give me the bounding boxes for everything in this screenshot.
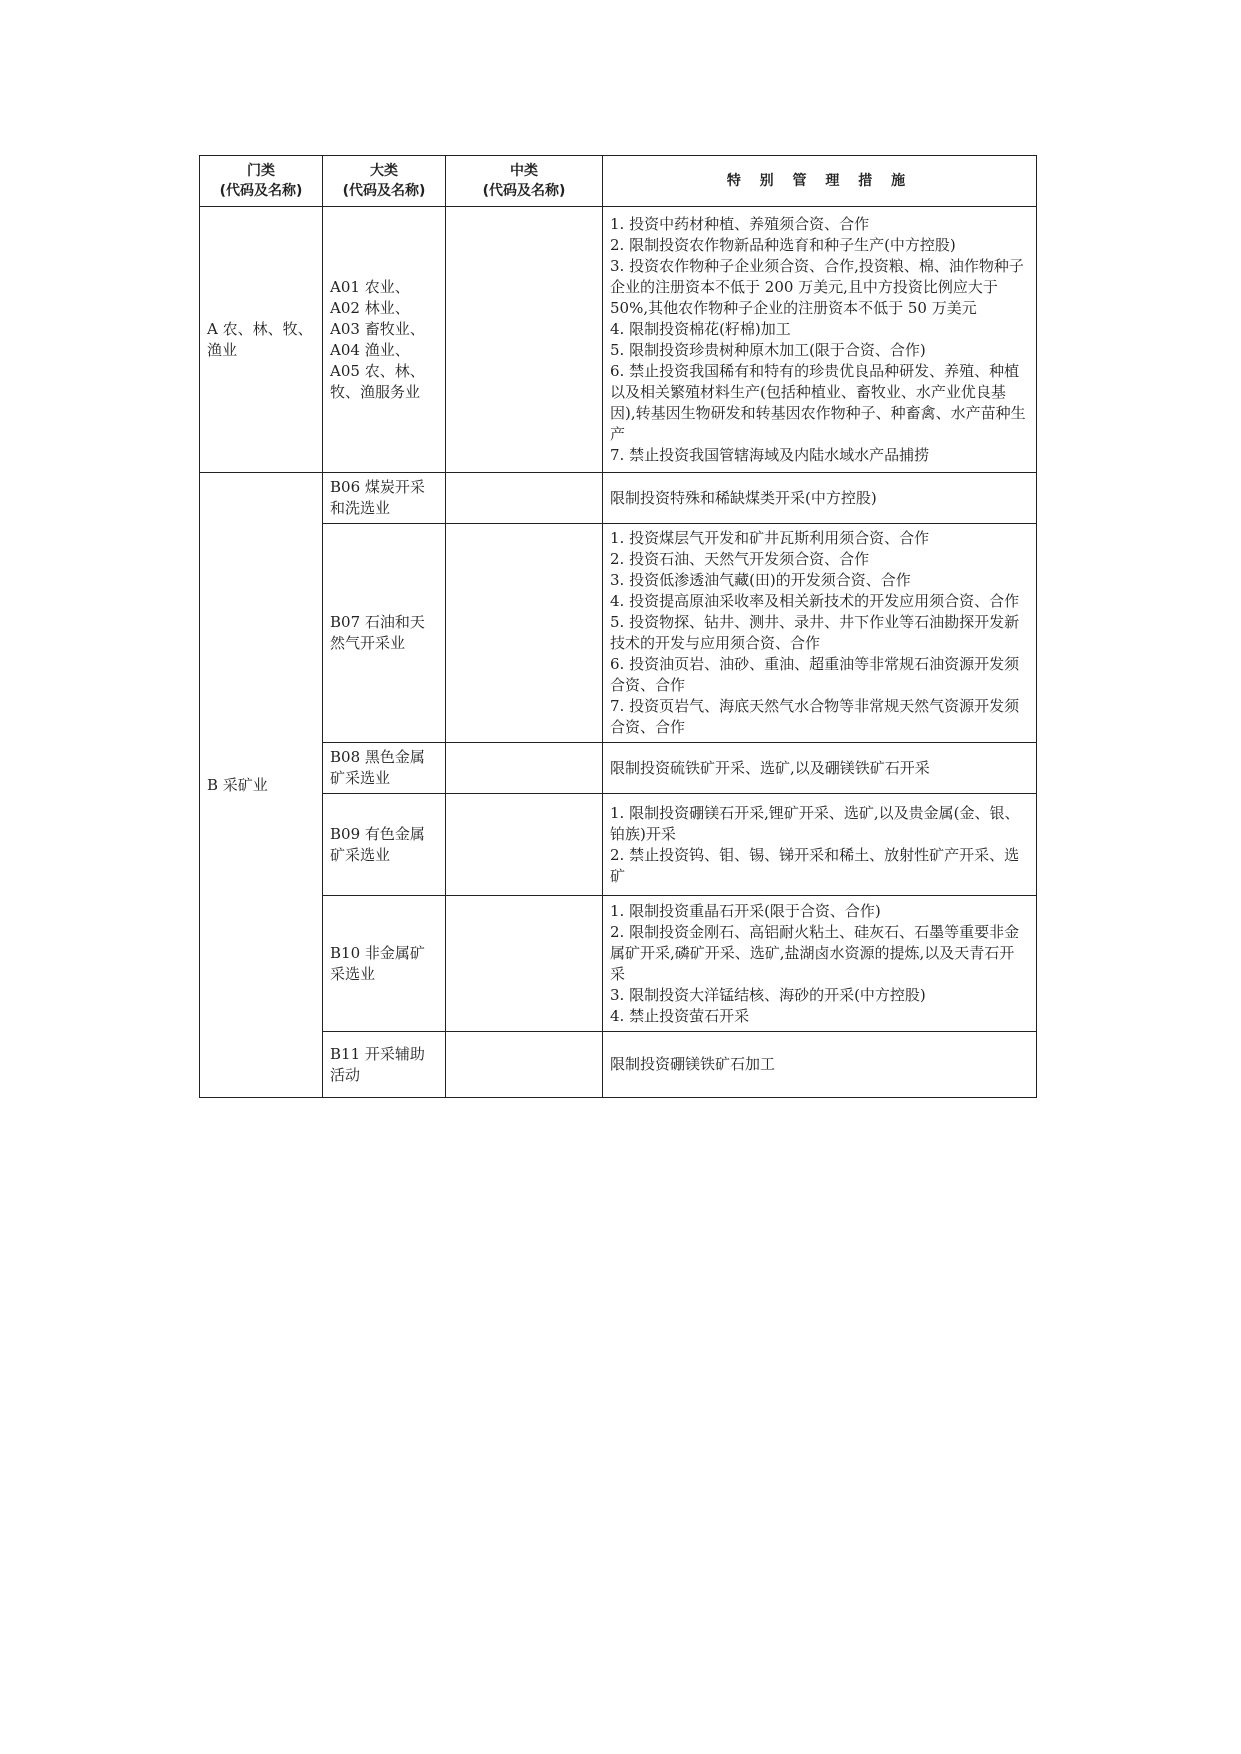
measures-cell xyxy=(603,794,1037,896)
header-major xyxy=(323,156,446,207)
header-major-title: 大类 xyxy=(370,163,398,179)
sector-cell: B 采矿业 xyxy=(200,473,323,1098)
header-sector xyxy=(200,156,323,207)
measure-item: 1. 投资煤层气开发和矿井瓦斯利用须合资、合作 xyxy=(610,529,930,547)
major-class-cell: A01 农业、A02 林业、A03 畜牧业、A04 渔业、A05 农、林、牧、渔服务业 xyxy=(323,207,446,473)
special-measures-table xyxy=(199,155,1037,1098)
table-row xyxy=(200,743,1037,794)
header-measures-title: 特 别 管 理 措 施 xyxy=(726,173,913,189)
measures-cell xyxy=(603,896,1037,1032)
major-class-cell: B11 开采辅助活动 xyxy=(323,1032,446,1098)
measure-item: 7. 投资页岩气、海底天然气水合物等非常规天然气资源开发须合资、合作 xyxy=(610,697,1020,736)
table-row xyxy=(200,896,1037,1032)
major-class-cell: B08 黑色金属矿采选业 xyxy=(323,743,446,794)
measure-item: 2. 限制投资农作物新品种选育和种子生产(中方控股) xyxy=(610,235,956,254)
measure-item: 1. 限制投资硼镁石开采,锂矿开采、选矿,以及贵金属(金、银、铂族)开采 xyxy=(610,803,1020,843)
measure-item: 2. 限制投资金刚石、高铝耐火粘土、硅灰石、石墨等重要非金属矿开采,磷矿开采、选矿,盐湖卤水资源的提炼,以及天青石开采 xyxy=(610,922,1020,983)
table-row xyxy=(200,1032,1037,1098)
measure-item: 5. 限制投资珍贵树种原木加工(限于合资、合作) xyxy=(610,340,926,359)
measure-item: 限制投资特殊和稀缺煤类开采(中方控股) xyxy=(610,488,877,507)
table-row xyxy=(200,207,1037,473)
header-middle-subtitle: (代码及名称) xyxy=(482,183,566,199)
measure-item: 7. 禁止投资我国管辖海域及内陆水域水产品捕捞 xyxy=(610,445,930,464)
measure-item: 3. 投资农作物种子企业须合资、合作,投资粮、棉、油作物种子企业的注册资本不低于 200 万美元,且中方投资比例应大于 50%,其他农作物种子企业的注册资本不低于 50 万美元 xyxy=(610,256,1024,317)
measures-cell xyxy=(603,207,1037,473)
header-middle-title: 中类 xyxy=(510,163,538,179)
middle-class-cell xyxy=(446,207,603,473)
middle-class-cell xyxy=(446,794,603,896)
middle-class-cell xyxy=(446,896,603,1032)
measure-item: 限制投资硫铁矿开采、选矿,以及硼镁铁矿石开采 xyxy=(610,758,930,777)
measure-item: 2. 投资石油、天然气开发须合资、合作 xyxy=(610,550,870,568)
middle-class-cell xyxy=(446,473,603,524)
middle-class-cell xyxy=(446,743,603,794)
table-header-row xyxy=(200,156,1037,207)
measure-item: 1. 限制投资重晶石开采(限于合资、合作) xyxy=(610,901,881,920)
measure-item: 3. 投资低渗透油气藏(田)的开发须合资、合作 xyxy=(610,571,911,589)
header-sector-subtitle: (代码及名称) xyxy=(219,183,303,199)
middle-class-cell xyxy=(446,524,603,743)
major-class-cell: B10 非金属矿采选业 xyxy=(323,896,446,1032)
measure-item: 限制投资硼镁铁矿石加工 xyxy=(610,1055,776,1073)
measures-cell xyxy=(603,473,1037,524)
measures-cell xyxy=(603,743,1037,794)
table-row xyxy=(200,524,1037,743)
measure-item: 6. 投资油页岩、油砂、重油、超重油等非常规石油资源开发须合资、合作 xyxy=(610,655,1020,694)
table-row xyxy=(200,794,1037,896)
header-sector-title: 门类 xyxy=(247,163,275,179)
major-class-cell: B06 煤炭开采和洗选业 xyxy=(323,473,446,524)
measure-item: 4. 禁止投资萤石开采 xyxy=(610,1006,750,1025)
header-measures xyxy=(603,156,1037,207)
header-major-subtitle: (代码及名称) xyxy=(342,183,426,199)
major-class-cell: B09 有色金属矿采选业 xyxy=(323,794,446,896)
header-middle xyxy=(446,156,603,207)
measure-item: 4. 投资提高原油采收率及相关新技术的开发应用须合资、合作 xyxy=(610,592,1020,610)
middle-class-cell xyxy=(446,1032,603,1098)
major-class-cell: B07 石油和天然气开采业 xyxy=(323,524,446,743)
measure-item: 2. 禁止投资钨、钼、锡、锑开采和稀土、放射性矿产开采、选矿 xyxy=(610,845,1020,885)
measures-cell xyxy=(603,524,1037,743)
measure-item: 6. 禁止投资我国稀有和特有的珍贵优良品种研发、养殖、种植以及相关繁殖材料生产(包括种植业、畜牧业、水产业优良基因),转基因生物研发和转基因农作物种子、种畜禽、水产苗种生产 xyxy=(610,361,1026,443)
table-row xyxy=(200,473,1037,524)
sector-cell: A 农、林、牧、渔业 xyxy=(200,207,323,473)
measure-item: 4. 限制投资棉花(籽棉)加工 xyxy=(610,319,791,338)
measure-item: 3. 限制投资大洋锰结核、海砂的开采(中方控股) xyxy=(610,985,926,1004)
table-body xyxy=(200,207,1037,1098)
measure-item: 1. 投资中药材种植、养殖须合资、合作 xyxy=(610,214,870,233)
measures-cell xyxy=(603,1032,1037,1098)
measure-item: 5. 投资物探、钻井、测井、录井、井下作业等石油勘探开发新技术的开发与应用须合资、合作 xyxy=(610,613,1020,652)
